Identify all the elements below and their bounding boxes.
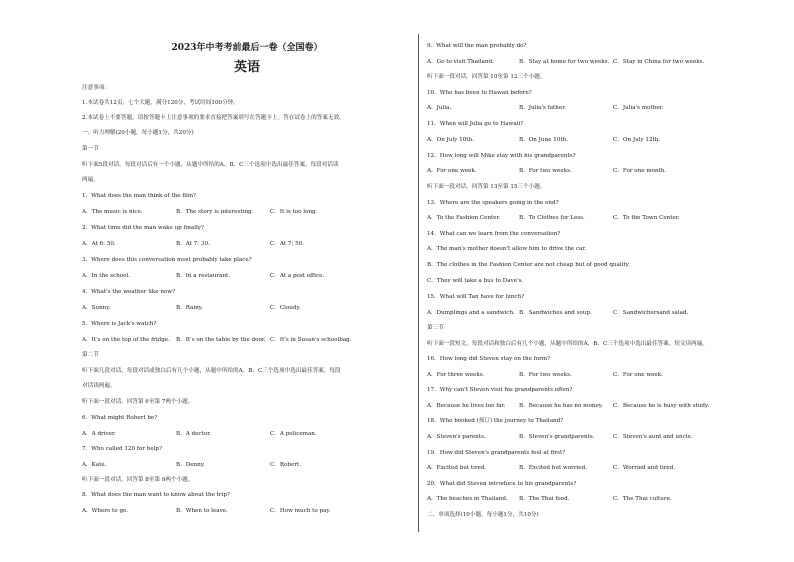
question-text: 4．What's the weather like now? xyxy=(82,289,176,295)
option-c: C．It is too long. xyxy=(270,209,318,215)
listen-instruction: 听下面一段对话，回答第 13至第 15三个小题。 xyxy=(427,184,546,190)
option-a: A．In the school. xyxy=(82,273,131,279)
option-b: B．Julia's father. xyxy=(519,105,567,111)
option-a: A．Kate. xyxy=(82,462,107,468)
option-b: B．Rainy. xyxy=(176,305,203,311)
option-b: B．The story is interesting. xyxy=(176,209,254,215)
option-c: C．It's in Susan's schoolbag. xyxy=(270,337,352,343)
question-text: 1．What does the man think of the film? xyxy=(82,193,197,199)
notice-item: 1.本试卷共12页，七个大题，满分120分，考试时间100分钟。 xyxy=(82,100,239,106)
option-b: B．A doctor. xyxy=(176,431,212,437)
option-c: C．On July 12th. xyxy=(613,137,661,143)
option-b: B．When to leave. xyxy=(176,508,228,514)
question-text: 10．Who has been to Hawaii before? xyxy=(427,90,532,96)
option-a: A．Excited but tired. xyxy=(427,465,487,471)
option-b: B．For two weeks. xyxy=(519,168,572,174)
question-text: 17．Why can't Steven visit his grandparents often? xyxy=(427,387,573,393)
option-a: A．Where to go. xyxy=(82,508,129,514)
option-a: A．The music is nice. xyxy=(82,209,143,215)
option-c: C．Because he is busy with study. xyxy=(613,403,710,409)
option-c: C．At 7: 50. xyxy=(270,241,304,247)
question-text: 5．Where is Jack's watch? xyxy=(82,321,157,327)
question-text: 7．Who called 120 for help? xyxy=(82,446,162,452)
option-a: A．The beaches in Thailand. xyxy=(427,496,508,502)
option-b: B．It's on the table by the door. xyxy=(176,337,266,343)
question-text: 16．How long did Steven stay on the form? xyxy=(427,356,551,362)
option-c: C．Stay in China for two weeks. xyxy=(613,59,705,65)
question-text: 12．How long will Mike stay with his grandparents? xyxy=(427,153,576,159)
option-b: B．Denny. xyxy=(176,462,205,468)
option-a: A．A driver. xyxy=(82,431,116,437)
option-a: A．Steven's parents. xyxy=(427,434,486,440)
option-a: A．To the Fashion Center. xyxy=(427,215,501,221)
option-c: C．To the Town Center. xyxy=(613,215,680,221)
notice-item: 2.本试卷上不要答题，请按答题卡上注意事项的要求直接把答案填写在答题卡上。答在试卷上的答案无效。 xyxy=(82,115,345,121)
question-text: 20．What did Steven introduce to his grandparents? xyxy=(427,481,577,487)
option-b: B．Stay at home for two weeks. xyxy=(519,59,610,65)
option-c: C．Steven's aunt and uncle. xyxy=(613,434,693,440)
option-c: C．Robert. xyxy=(270,462,302,468)
option-c: C．How much to pay. xyxy=(270,508,331,514)
option-b: B．At 7: 30. xyxy=(176,241,210,247)
option-b: B．Steven's grandparents. xyxy=(519,434,595,440)
question-text: 11．When will Julia go to Hawaii? xyxy=(427,121,524,127)
option-a: A．Sunny. xyxy=(82,305,111,311)
question-text: 2．What time did the man wake up finally? xyxy=(82,225,204,231)
option-c: C．For one week. xyxy=(613,372,663,378)
listen-instruction: 听下面一段对话，回答第 8至第 9两个小题。 xyxy=(82,477,194,483)
option-b: B．The clothes in the Fashion Center are not cheap but of good quality. xyxy=(427,262,630,268)
listen-instruction: 听下面一段对话，回答第 10至第 12三个小题。 xyxy=(427,74,546,80)
option-b: B．Because he has no money. xyxy=(519,403,603,409)
option-b: B．The Thai food. xyxy=(519,496,570,502)
option-b: B．On June 10th. xyxy=(519,137,568,143)
option-c: C．Cloudy. xyxy=(270,305,301,311)
option-b: B．For two weeks. xyxy=(519,372,572,378)
question-text: 3．Where does this conversation most probably take place? xyxy=(82,257,252,263)
option-a: A．For one week. xyxy=(427,168,477,174)
section-heading: 二、单项选择(10小题，每小题1分，共10分) xyxy=(427,512,539,518)
option-b: B．Excited but worried. xyxy=(519,465,587,471)
question-text: 15．What will Tan have for lunch? xyxy=(427,294,525,300)
section-heading: 一、听力理解(20小题，每小题1分，共20分) xyxy=(82,130,194,136)
option-a: A．Dumplings and a sandwich. xyxy=(427,310,515,316)
option-a: A．At 6: 50. xyxy=(82,241,116,247)
option-c: C．The Thai culture. xyxy=(613,496,672,502)
option-c: C．A policeman. xyxy=(270,431,317,437)
option-a: A．Go to visit Thailand. xyxy=(427,59,494,65)
question-text: 14．What can we learn from the conversation? xyxy=(427,231,561,237)
question-text: 8．What does the man want to know about the trip? xyxy=(82,492,230,498)
question-text: 9．What will the man probably do? xyxy=(427,43,527,49)
question-text: 13．Where are the speakers going in the end? xyxy=(427,200,559,206)
part-label: 第一节 xyxy=(82,146,99,152)
part-instruction: 两遍。 xyxy=(82,177,99,183)
option-b: B．In a restaurant. xyxy=(176,273,231,279)
option-a: A．Because he lives too far. xyxy=(427,403,506,409)
listen-instruction: 听下面一段对话，回答第 6至第 7两个小题。 xyxy=(82,399,194,405)
column-divider xyxy=(418,34,419,532)
option-b: B．To Clothes for Less. xyxy=(519,215,585,221)
question-text: 19．How did Steven's grandparents feel at first? xyxy=(427,450,566,456)
exam-subject: 英语 xyxy=(233,60,260,75)
option-c: C．Sandwichersand salad. xyxy=(613,310,689,316)
option-a: A．On July 10th. xyxy=(427,137,474,143)
part-instruction: 听下面几段对话。每段对话或独白后有几个小题，从题中所给的A、B、C三个选项中选出最佳答案。每段 xyxy=(82,368,341,374)
question-text: 6．What might Robert be? xyxy=(82,415,158,421)
option-c: C．They will take a bus to Dave's. xyxy=(427,278,524,284)
option-c: C．At a post office. xyxy=(270,273,325,279)
part-label: 第二节 xyxy=(82,352,99,358)
option-c: C．Julia's mother. xyxy=(613,105,664,111)
question-text: 18．Who booked (预订) the journey to Thailand? xyxy=(427,418,564,424)
option-a: A．The man's mother doesn't allow him to drive the car. xyxy=(427,246,587,252)
option-a: A．Julia. xyxy=(427,105,452,111)
part-instruction: 听下面一段短文。每段对话和独白后有几个小题，从题中所给的A、B、C三个选项中选出最佳答案。短文读两遍。 xyxy=(427,341,708,347)
part-label: 第三节 xyxy=(427,325,444,331)
option-a: A．It's on the top of the fridge. xyxy=(82,337,170,343)
option-a: A．For three weeks. xyxy=(427,372,485,378)
part-instruction: 听下面5段对话。每段对话后有一个小题，从题中所给的A、B、C三个选项中选出最佳答案。每段对话读 xyxy=(82,162,339,168)
part-instruction: 对话读两遍。 xyxy=(82,383,116,389)
exam-title: 2023年中考考前最后一卷（全国卷） xyxy=(171,43,323,53)
option-c: C．For one month. xyxy=(613,168,667,174)
option-b: B．Sandwiches and soup. xyxy=(519,310,592,316)
notice-heading: 注意事项： xyxy=(82,85,110,91)
option-c: C．Worried and tired. xyxy=(613,465,676,471)
